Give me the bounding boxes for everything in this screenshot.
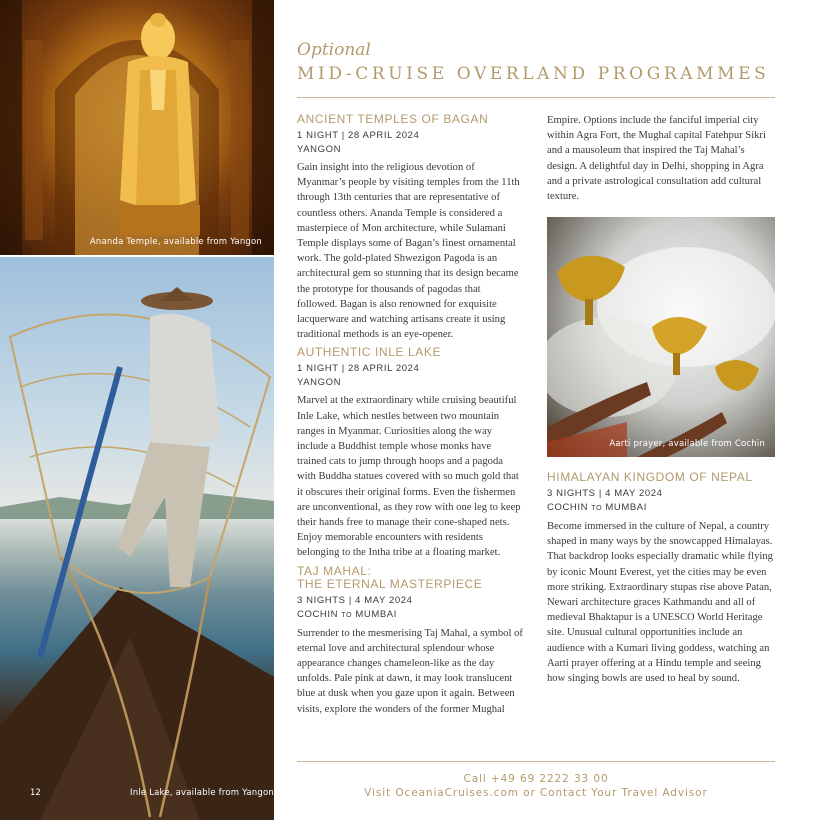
aarti-prayer-photo (547, 217, 775, 457)
section-body: Become immersed in the culture of Nepal, a country shaped in many ways by the snowcapped Himalayas. That backdrop looks especially dramatic while flying by iconic Mount Everest, yet the cities may be even more striking. Extraordinary stupas rise above Patan, Newari architecture graces Kathmandu and all of medieval Bhaktapur is a UNESCO World Heritage site. Unusual cultural opportunities include an audience with a Kumari living goddess, watching an Aarti prayer offering at a Hindu temple and seeing how singing bowls are used to heal by sound. (547, 521, 773, 685)
inle-lake-illustration (0, 257, 274, 820)
section-inle (297, 346, 523, 560)
inle-lake-caption: Inle Lake, available from Yangon (130, 788, 274, 798)
ananda-temple-illustration (0, 0, 274, 255)
footer-website-link[interactable]: Visit OceaniaCruises.com or Contact Your Travel Advisor (364, 787, 708, 799)
section-dates: 3 NIGHTS | 4 MAY 2024 (297, 594, 413, 606)
section-nepal (547, 471, 773, 686)
aarti-prayer-caption: Aarti prayer, available from Cochin (609, 439, 765, 449)
page-number: 12 (30, 788, 41, 798)
section-body: Marvel at the extraordinary while cruising beautiful Inle Lake, which nestles between two mountain ranges in Myanmar. Curiosities along the way include a Buddhist temple whose monks have trained cats to jump through hoops and a pagoda with Buddha statues covered with so much gold that it obscures their original forms. Even the fishermen are unconventional, as they row with one leg to keep their hands free to manage their cone-shaped nets. Enjoy memorable encounters with residents belonging to the Intha tribe at a floating market. (297, 395, 521, 559)
route-dest: MUMBAI (605, 502, 647, 513)
footer-phone[interactable]: Call +49 69 2222 33 00 (463, 773, 609, 785)
section-taj (297, 565, 523, 717)
page-title: MID-CRUISE OVERLAND PROGRAMMES (297, 64, 770, 84)
section-body: Gain insight into the religious devotion of Myanmar’s people by visiting temples from the 11th through 13th centuries that are representative of countless others. Ananda Temple is considered a masterpiece of Mon architecture, while Sulamani Temple displays some of Bagan’s finest ornamental work. The gold-plated Shwezigon Pagoda is an architectural gem so stunning that its design became the prototype for thousands of pagodas that followed. Bagan is also renowned for exquisite lacquerware and watching artisans create it using traditional methods is an eye-opener. (297, 162, 520, 341)
section-dates: 1 NIGHT | 28 APRIL 2024 (297, 363, 420, 375)
section-title: ANCIENT TEMPLES OF BAGAN (297, 112, 489, 126)
text-column-right-top (547, 113, 773, 208)
section-title-line2: THE ETERNAL MASTERPIECE (297, 576, 483, 591)
section-title: AUTHENTIC INLE LAKE (297, 345, 442, 360)
route-from: COCHIN (297, 608, 339, 620)
section-port: YANGON (297, 144, 342, 155)
route-from: COCHIN (547, 502, 589, 513)
section-route (297, 608, 523, 623)
page-eyebrow: Optional (297, 40, 371, 60)
section-title-line1: TAJ MAHAL: (297, 563, 372, 578)
route-dest: MUMBAI (355, 608, 397, 620)
route-to-word: TO (341, 611, 353, 619)
section-route (547, 501, 773, 516)
header-divider (297, 97, 775, 98)
ananda-temple-caption: Ananda Temple, available from Yangon (89, 237, 262, 247)
text-column-right-bottom (547, 471, 773, 690)
route-to-word: TO (591, 505, 603, 512)
aarti-prayer-illustration (547, 217, 775, 457)
section-body-continued: Empire. Options include the fanciful imperial city within Agra Fort, the Mughal capital Fatehpur Sikri and a mausoleum that inspired the Taj Mahal’s design. A delightful day in Delhi, shopping in Agra and a private astrological consultation add cultural texture. (547, 115, 766, 203)
section-port: YANGON (297, 377, 342, 389)
section-dates: 1 NIGHT | 28 APRIL 2024 (297, 130, 420, 141)
section-body: Surrender to the mesmerising Taj Mahal, a symbol of eternal love and architectural splendour whose appearance changes chameleon-like as the day unfolds. Pale pink at dawn, it may look translucent blue at dusk when you gaze upon it again. Between visits, explore the wonders of the former Mughal (297, 627, 523, 715)
footer-divider (297, 761, 775, 762)
text-column-left (297, 113, 523, 721)
section-title: HIMALAYAN KINGDOM OF NEPAL (547, 470, 753, 484)
inle-lake-photo (0, 257, 274, 820)
ananda-temple-photo (0, 0, 274, 255)
section-bagan (297, 113, 523, 342)
section-dates: 3 NIGHTS | 4 MAY 2024 (547, 488, 663, 499)
